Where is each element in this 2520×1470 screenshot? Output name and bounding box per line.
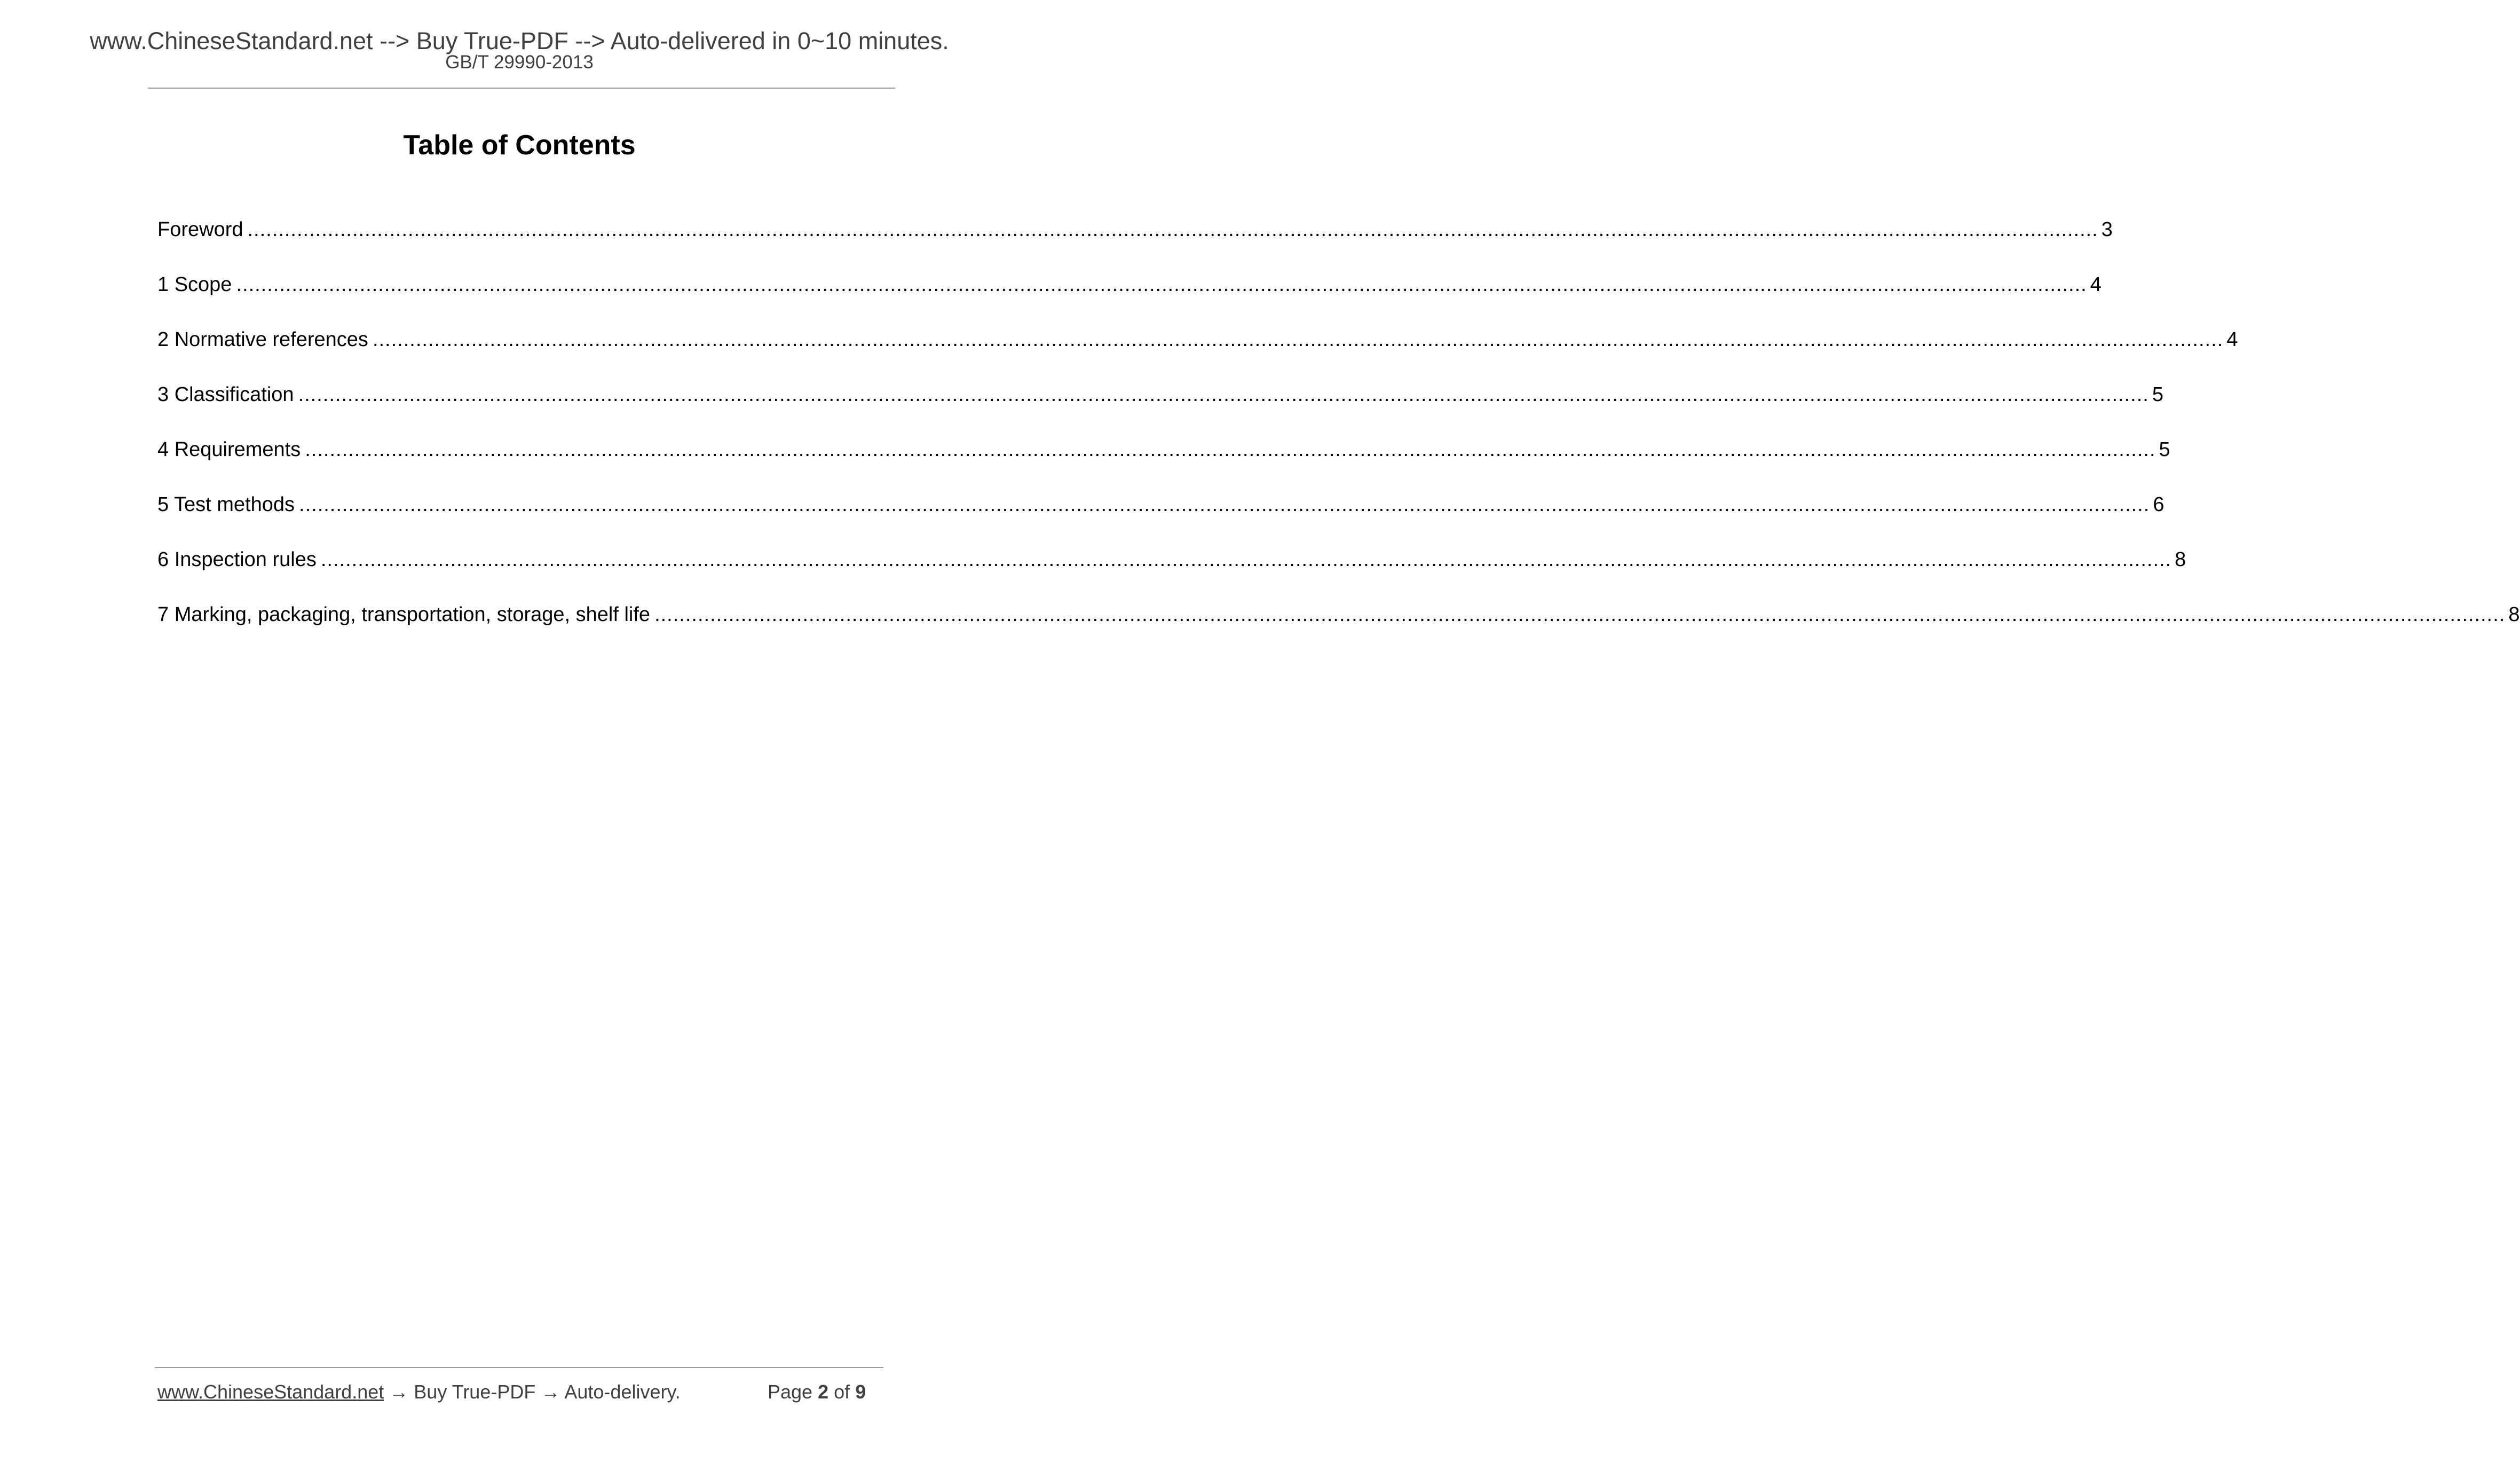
footer-auto-text: Auto-delivery. [564, 1381, 681, 1403]
page-word: Page [768, 1381, 813, 1403]
toc-leader-dots: ............................................................................................................................................................................................................................................................................................................ [236, 273, 2087, 296]
page-title: Table of Contents [403, 130, 636, 161]
toc-entry-page: 5 [2152, 383, 2163, 406]
page-indicator [768, 1380, 866, 1404]
page-total: 9 [855, 1381, 866, 1403]
toc-entry-scope[interactable] [157, 271, 2102, 326]
toc-entry-page: 4 [2090, 273, 2102, 296]
toc-entry-page: 3 [2101, 218, 2113, 241]
toc-entry-normative-references[interactable] [157, 326, 2238, 381]
toc-entry-page: 8 [2508, 603, 2520, 626]
toc-entry-classification[interactable] [157, 381, 2163, 436]
footer-promo [157, 1380, 681, 1404]
toc-entry-inspection-rules[interactable] [157, 546, 2186, 601]
toc-entry-test-methods[interactable] [157, 491, 2164, 546]
toc-entry-foreword[interactable] [157, 216, 2113, 271]
footer-buy-text: Buy True-PDF [414, 1381, 536, 1403]
of-word: of [834, 1381, 850, 1403]
page-current: 2 [818, 1381, 829, 1403]
toc-entry-requirements[interactable] [157, 436, 2170, 491]
toc-entry-label: 6 Inspection rules [157, 548, 317, 571]
header-divider [148, 88, 895, 89]
toc-entry-marking[interactable] [157, 601, 2520, 656]
toc-entry-page: 5 [2159, 438, 2170, 461]
toc-entry-label: 3 Classification [157, 383, 294, 406]
toc-entry-label: 5 Test methods [157, 493, 295, 516]
toc-leader-dots: ............................................................................................................................................................................................................................................................................................................ [247, 218, 2098, 241]
toc-leader-dots: ............................................................................................................................................................................................................................................................................................................ [298, 383, 2149, 406]
site-banner: www.ChineseStandard.net --> Buy True-PDF --> Auto-delivered in 0~10 minutes. [90, 27, 949, 54]
toc-entry-label: 4 Requirements [157, 438, 301, 461]
toc-entry-label: 1 Scope [157, 273, 232, 296]
toc-entry-page: 4 [2226, 328, 2238, 351]
table-of-contents [157, 216, 2520, 656]
toc-entry-label: Foreword [157, 218, 243, 241]
toc-leader-dots: ............................................................................................................................................................................................................................................................................................................ [299, 493, 2150, 516]
toc-leader-dots: ............................................................................................................................................................................................................................................................................................................ [320, 548, 2172, 571]
toc-leader-dots: ............................................................................................................................................................................................................................................................................................................ [372, 328, 2224, 351]
document-code: GB/T 29990-2013 [445, 52, 594, 73]
toc-entry-page: 6 [2153, 493, 2164, 516]
arrow-right-icon: → [541, 1381, 560, 1403]
toc-leader-dots: ............................................................................................................................................................................................................................................................................................................ [305, 438, 2156, 461]
toc-entry-label: 2 Normative references [157, 328, 368, 351]
footer-divider [155, 1367, 883, 1368]
toc-entry-label: 7 Marking, packaging, transportation, storage, shelf life [157, 603, 651, 626]
footer-site-link[interactable]: www.ChineseStandard.net [157, 1381, 384, 1403]
toc-leader-dots: ............................................................................................................................................................................................................................................................................................................ [654, 603, 2506, 626]
toc-entry-page: 8 [2175, 548, 2186, 571]
arrow-right-icon: → [389, 1381, 409, 1403]
